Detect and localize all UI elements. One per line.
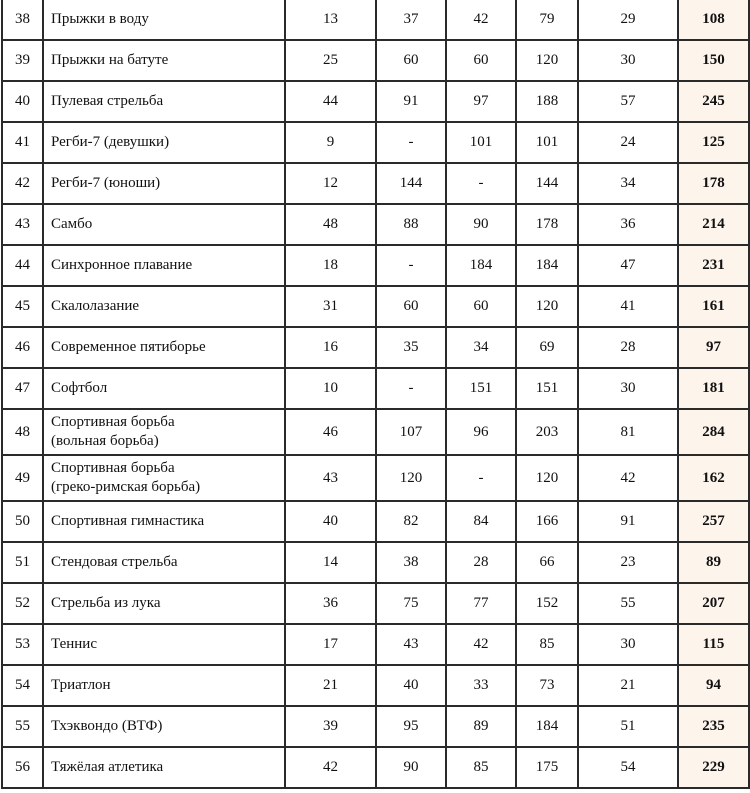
total-cell: 207	[678, 583, 749, 624]
value-cell: 37	[376, 0, 446, 40]
value-cell: 31	[285, 286, 376, 327]
table-row	[2, 501, 749, 542]
value-cell: 120	[516, 455, 578, 501]
value-cell: 33	[446, 665, 516, 706]
value-cell: 144	[516, 163, 578, 204]
table-row	[2, 542, 749, 583]
table-row	[2, 583, 749, 624]
total-cell: 181	[678, 368, 749, 409]
sport-name: Синхронное плавание	[43, 245, 285, 286]
value-cell: 184	[516, 245, 578, 286]
value-cell: 54	[578, 747, 678, 788]
value-cell: 95	[376, 706, 446, 747]
row-number: 48	[2, 409, 43, 455]
total-cell: 162	[678, 455, 749, 501]
table-row	[2, 665, 749, 706]
table-row	[2, 624, 749, 665]
sport-name-line1: Спортивная борьба	[51, 414, 175, 430]
value-cell: 60	[376, 286, 446, 327]
value-cell: 39	[285, 706, 376, 747]
row-number: 40	[2, 81, 43, 122]
sport-name: Софтбол	[43, 368, 285, 409]
row-number: 39	[2, 40, 43, 81]
row-number: 53	[2, 624, 43, 665]
table-row	[2, 122, 749, 163]
sport-name: Прыжки на батуте	[43, 40, 285, 81]
row-number: 55	[2, 706, 43, 747]
total-cell: 257	[678, 501, 749, 542]
value-cell: 25	[285, 40, 376, 81]
value-cell: 12	[285, 163, 376, 204]
sport-name: Стендовая стрельба	[43, 542, 285, 583]
total-cell: 245	[678, 81, 749, 122]
total-cell: 229	[678, 747, 749, 788]
value-cell: -	[376, 122, 446, 163]
value-cell: 36	[578, 204, 678, 245]
value-cell: 89	[446, 706, 516, 747]
value-cell: 90	[376, 747, 446, 788]
value-cell: 42	[446, 0, 516, 40]
value-cell: 46	[285, 409, 376, 455]
sport-name	[43, 409, 285, 455]
total-cell: 94	[678, 665, 749, 706]
value-cell: 151	[446, 368, 516, 409]
value-cell: 178	[516, 204, 578, 245]
table-row	[2, 327, 749, 368]
value-cell: 40	[376, 665, 446, 706]
row-number: 47	[2, 368, 43, 409]
value-cell: 16	[285, 327, 376, 368]
value-cell: 188	[516, 81, 578, 122]
value-cell: 90	[446, 204, 516, 245]
value-cell: 14	[285, 542, 376, 583]
value-cell: 101	[516, 122, 578, 163]
value-cell: 44	[285, 81, 376, 122]
sport-name: Современное пятиборье	[43, 327, 285, 368]
table-row	[2, 455, 749, 501]
value-cell: 21	[578, 665, 678, 706]
table-row	[2, 163, 749, 204]
sport-name: Скалолазание	[43, 286, 285, 327]
value-cell: 34	[578, 163, 678, 204]
value-cell: 23	[578, 542, 678, 583]
total-cell: 178	[678, 163, 749, 204]
sport-name	[43, 455, 285, 501]
value-cell: 88	[376, 204, 446, 245]
value-cell: 175	[516, 747, 578, 788]
sport-name: Теннис	[43, 624, 285, 665]
value-cell: 30	[578, 624, 678, 665]
value-cell: 79	[516, 0, 578, 40]
table-row	[2, 204, 749, 245]
table-row	[2, 245, 749, 286]
table-row	[2, 706, 749, 747]
row-number: 50	[2, 501, 43, 542]
value-cell: 28	[578, 327, 678, 368]
value-cell: -	[376, 368, 446, 409]
value-cell: 144	[376, 163, 446, 204]
row-number: 54	[2, 665, 43, 706]
value-cell: 47	[578, 245, 678, 286]
value-cell: 55	[578, 583, 678, 624]
value-cell: 48	[285, 204, 376, 245]
value-cell: 96	[446, 409, 516, 455]
row-number: 44	[2, 245, 43, 286]
value-cell: 10	[285, 368, 376, 409]
sport-name: Триатлон	[43, 665, 285, 706]
row-number: 49	[2, 455, 43, 501]
value-cell: 91	[376, 81, 446, 122]
total-cell: 161	[678, 286, 749, 327]
table-row	[2, 409, 749, 455]
sport-name: Регби-7 (девушки)	[43, 122, 285, 163]
value-cell: 38	[376, 542, 446, 583]
row-number: 46	[2, 327, 43, 368]
value-cell: 101	[446, 122, 516, 163]
sports-quota-table	[1, 0, 750, 789]
total-cell: 125	[678, 122, 749, 163]
row-number: 42	[2, 163, 43, 204]
value-cell: 152	[516, 583, 578, 624]
table-row	[2, 40, 749, 81]
sport-name: Пулевая стрельба	[43, 81, 285, 122]
row-number: 45	[2, 286, 43, 327]
sport-name: Самбо	[43, 204, 285, 245]
total-cell: 214	[678, 204, 749, 245]
value-cell: -	[376, 245, 446, 286]
row-number: 43	[2, 204, 43, 245]
table-row	[2, 286, 749, 327]
value-cell: 82	[376, 501, 446, 542]
value-cell: 21	[285, 665, 376, 706]
value-cell: 9	[285, 122, 376, 163]
value-cell: 77	[446, 583, 516, 624]
value-cell: 60	[446, 40, 516, 81]
value-cell: 73	[516, 665, 578, 706]
total-cell: 150	[678, 40, 749, 81]
value-cell: 41	[578, 286, 678, 327]
sport-name: Тхэквондо (ВТФ)	[43, 706, 285, 747]
value-cell: 42	[285, 747, 376, 788]
value-cell: 36	[285, 583, 376, 624]
sport-name: Регби-7 (юноши)	[43, 163, 285, 204]
value-cell: 13	[285, 0, 376, 40]
total-cell: 89	[678, 542, 749, 583]
sport-name-line1: Спортивная борьба	[51, 460, 175, 476]
value-cell: 18	[285, 245, 376, 286]
total-cell: 108	[678, 0, 749, 40]
value-cell: 30	[578, 40, 678, 81]
value-cell: 28	[446, 542, 516, 583]
table-row	[2, 0, 749, 40]
value-cell: 35	[376, 327, 446, 368]
value-cell: 85	[446, 747, 516, 788]
sport-name: Тяжёлая атлетика	[43, 747, 285, 788]
value-cell: 166	[516, 501, 578, 542]
value-cell: 24	[578, 122, 678, 163]
value-cell: 66	[516, 542, 578, 583]
value-cell: 107	[376, 409, 446, 455]
value-cell: 203	[516, 409, 578, 455]
row-number: 56	[2, 747, 43, 788]
table-row	[2, 81, 749, 122]
value-cell: 120	[516, 40, 578, 81]
sport-name: Стрельба из лука	[43, 583, 285, 624]
value-cell: 184	[446, 245, 516, 286]
row-number: 41	[2, 122, 43, 163]
value-cell: 42	[578, 455, 678, 501]
total-cell: 284	[678, 409, 749, 455]
value-cell: 57	[578, 81, 678, 122]
sport-name-line2: (греко-римская борьба)	[51, 479, 201, 495]
value-cell: 81	[578, 409, 678, 455]
value-cell: 91	[578, 501, 678, 542]
table-row	[2, 747, 749, 788]
row-number: 38	[2, 0, 43, 40]
sport-name: Спортивная гимнастика	[43, 501, 285, 542]
value-cell: 97	[446, 81, 516, 122]
sport-name-line2: (вольная борьба)	[51, 433, 159, 449]
value-cell: 184	[516, 706, 578, 747]
value-cell: 30	[578, 368, 678, 409]
value-cell: -	[446, 163, 516, 204]
value-cell: 60	[376, 40, 446, 81]
value-cell: 17	[285, 624, 376, 665]
value-cell: 85	[516, 624, 578, 665]
value-cell: 120	[516, 286, 578, 327]
table-row	[2, 368, 749, 409]
value-cell: 69	[516, 327, 578, 368]
total-cell: 235	[678, 706, 749, 747]
total-cell: 97	[678, 327, 749, 368]
value-cell: 43	[376, 624, 446, 665]
value-cell: 51	[578, 706, 678, 747]
value-cell: 84	[446, 501, 516, 542]
value-cell: 43	[285, 455, 376, 501]
value-cell: 42	[446, 624, 516, 665]
value-cell: 120	[376, 455, 446, 501]
value-cell: 75	[376, 583, 446, 624]
value-cell: 29	[578, 0, 678, 40]
value-cell: -	[446, 455, 516, 501]
total-cell: 115	[678, 624, 749, 665]
value-cell: 151	[516, 368, 578, 409]
row-number: 51	[2, 542, 43, 583]
sport-name: Прыжки в воду	[43, 0, 285, 40]
value-cell: 40	[285, 501, 376, 542]
value-cell: 34	[446, 327, 516, 368]
total-cell: 231	[678, 245, 749, 286]
row-number: 52	[2, 583, 43, 624]
value-cell: 60	[446, 286, 516, 327]
